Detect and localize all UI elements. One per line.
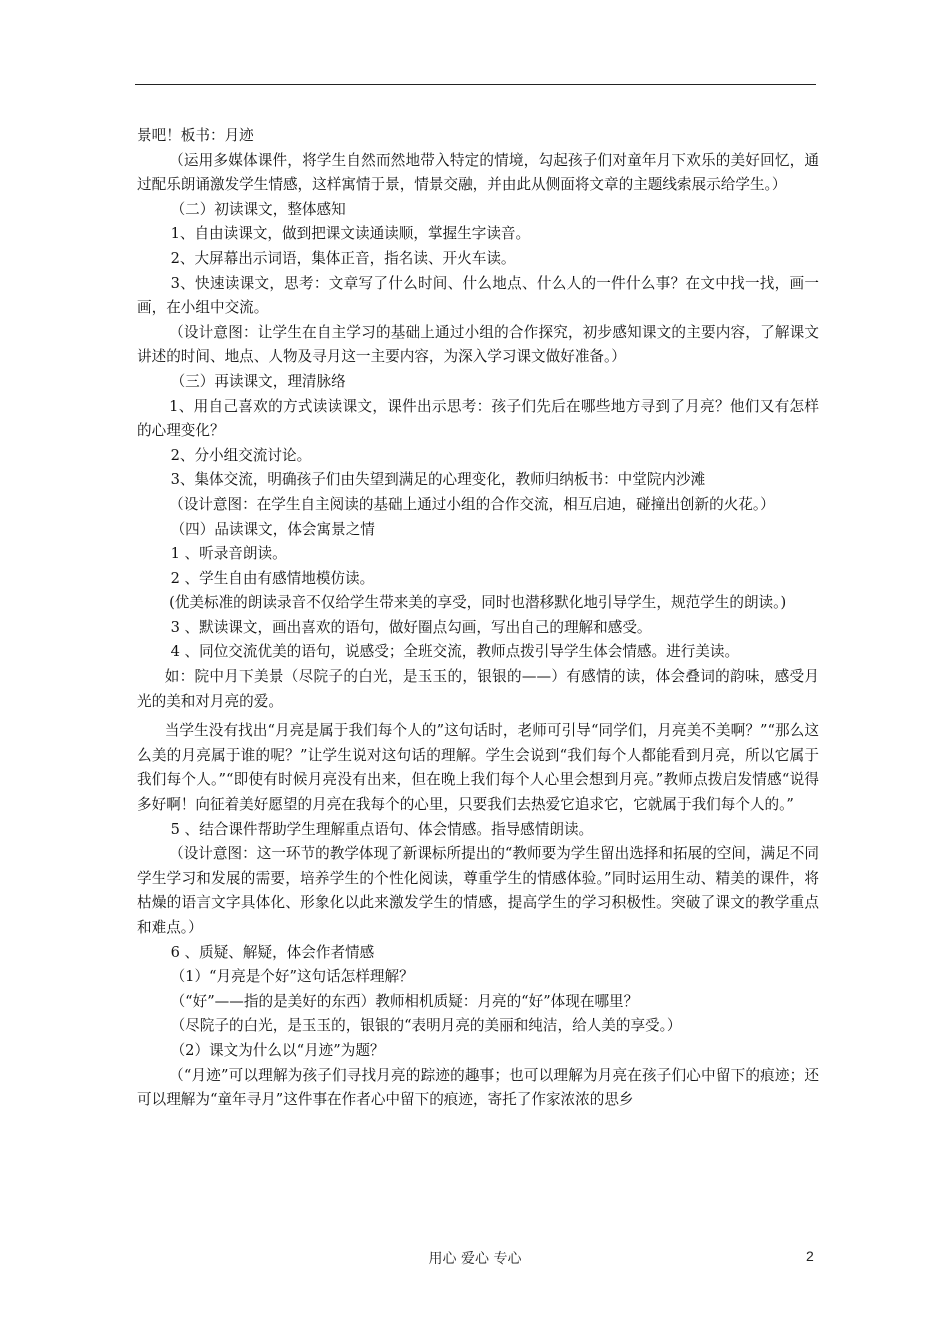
paragraph: 6 、质疑、解疑，体会作者情感: [170, 943, 375, 961]
header-rule: [135, 84, 816, 85]
paragraph: 2、大屏幕出示词语，集体正音，指名读、开火车读。: [170, 249, 516, 267]
paragraph: （设计意图：在学生自主阅读的基础上通过小组的合作交流，相互启迪，碰撞出创新的火花。）: [169, 495, 775, 513]
paragraph: （“月迹”可以理解为孩子们寻找月亮的踪迹的趣事；也可以理解为月亮在孩子们心中留下的痕迹；还可以理解为“童年寻月”这件事在作者心中留下的痕迹，寄托了作家浓浓的思乡: [137, 1066, 819, 1109]
paragraph: 1 、听录音朗读。: [170, 545, 287, 563]
paragraph: （设计意图：让学生在自主学习的基础上通过小组的合作探究，初步感知课文的主要内容，了解课文讲述的时间、地点、人物及寻月这一主要内容，为深入学习课文做好准备。）: [137, 323, 819, 366]
document-body: [137, 124, 819, 1113]
page-footer: 用心 爱心 专心: [428, 1251, 522, 1267]
page-number: 2: [806, 1248, 814, 1264]
paragraph: 当学生没有找出“月亮是属于我们每个人的”这句话时，老师可引导“同学们，月亮美不美啊？”“那么这么美的月亮属于谁的呢？”让学生说对这句话的理解。学生会说到“我们每个人都能看到月亮，所以它属于我们每个人。”“即使有时候月亮没有出来，但在晚上我们每个人心里会想到月亮。”教师点拨启发情感“说得多好啊！向征着美好愿望的月亮在我每个的心里，只要我们去热爱它追求它，它就属于我们每个人的。”: [137, 722, 819, 814]
paragraph: （三）再读课文，理清脉络: [170, 372, 346, 390]
paragraph: 景吧！板书：月迹: [137, 127, 254, 144]
paragraph: （2）课文为什么以“月迹”为题？: [170, 1041, 385, 1059]
paragraph: 4 、同位交流优美的语句，说感受；全班交流，教师点拨引导学生体会情感。进行美读。: [170, 643, 740, 661]
paragraph: (优美标准的朗读录音不仅给学生带来美的享受，同时也潜移默化地引导学生，规范学生的朗读。): [169, 594, 787, 612]
paragraph: （四）品读课文，体会寓景之情: [170, 520, 375, 538]
paragraph: 2 、学生自由有感情地模仿读。: [170, 569, 375, 587]
paragraph: 1、用自己喜欢的方式读读课文，课件出示思考：孩子们先后在哪些地方寻到了月亮？他们又有怎样的心理变化？: [137, 397, 819, 440]
paragraph: （二）初读课文，整体感知: [170, 200, 346, 218]
paragraph: 3 、默读课文，画出喜欢的语句，做好圈点勾画，写出自己的理解和感受。: [170, 618, 652, 636]
paragraph: （设计意图：这一环节的教学体现了新课标所提出的“教师要为学生留出选择和拓展的空间，满足不同学生学习和发展的需要，培养学生的个性化阅读，尊重学生的情感体验。”同时运用生动、精美的课件，将枯燥的语言文字具体化、形象化以此来激发学生的情感，提高学生的学习积极性。突破了课文的教学重点和难点。）: [137, 845, 819, 936]
paragraph: 3、集体交流，明确孩子们由失望到满足的心理变化，教师归纳板书：中堂院内沙滩: [170, 471, 706, 489]
paragraph: 1、自由读课文，做到把课文读通读顺，掌握生字读音。: [170, 225, 531, 243]
paragraph: 5 、结合课件帮助学生理解重点语句、体会情感。指导感情朗读。: [170, 820, 594, 838]
paragraph: （“好”——指的是美好的东西）教师相机质疑：月亮的“好”体现在哪里？: [170, 992, 639, 1010]
paragraph: （1）“月亮是个好”这句话怎样理解？: [170, 968, 414, 986]
paragraph: 如：院中月下美景（尽院子的白光，是玉玉的，银银的——）有感情的读，体会叠词的韵味，感受月光的美和对月亮的爱。: [137, 668, 819, 710]
paragraph: （运用多媒体课件，将学生自然而然地带入特定的情境，勾起孩子们对童年月下欢乐的美好回忆，通过配乐朗诵激发学生情感，这样寓情于景，情景交融，并由此从侧面将文章的主题线索展示给学生。）: [137, 151, 819, 194]
paragraph: 3、快速读课文，思考：文章写了什么时间、什么地点、什么人的一件什么事？在文中找一找，画一画，在小组中交流。: [137, 274, 819, 317]
paragraph: （尽院子的白光，是玉玉的，银银的“表明月亮的美丽和纯洁，给人美的享受。）: [170, 1017, 682, 1035]
paragraph: 2、分小组交流讨论。: [170, 446, 312, 464]
